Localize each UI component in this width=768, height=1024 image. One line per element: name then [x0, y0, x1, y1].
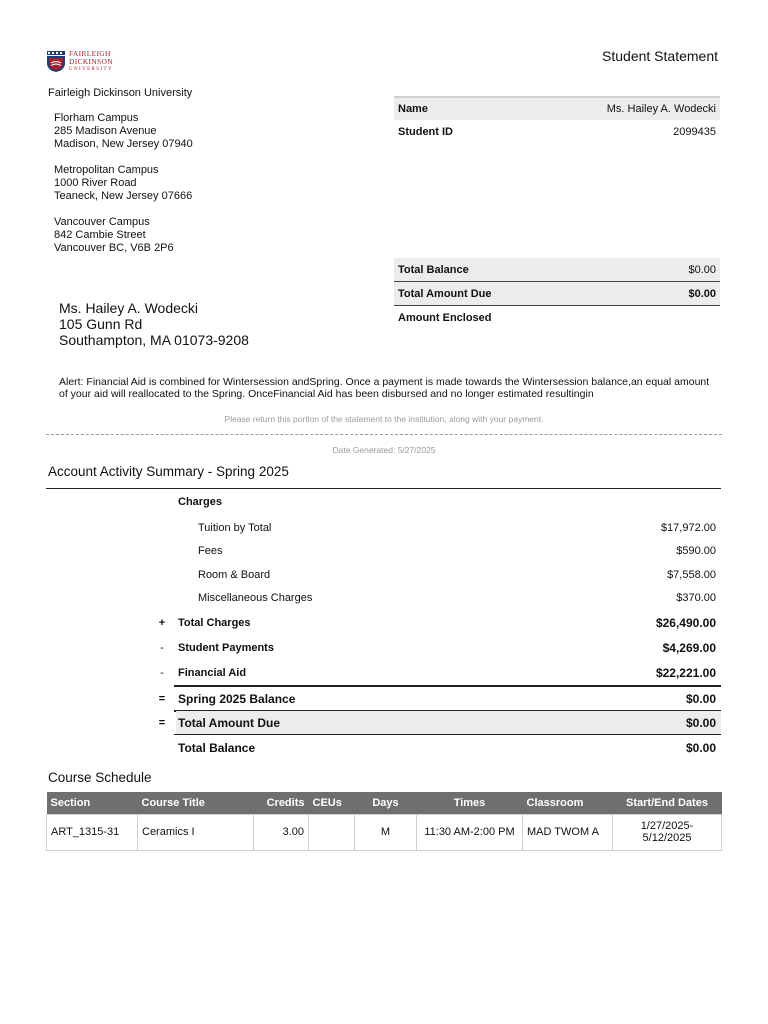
cell-course-title: Ceramics I — [138, 814, 254, 850]
total-balance-summary-row — [148, 736, 721, 759]
amount-due-label: Total Amount Due — [398, 287, 492, 300]
charge-label: Tuition by Total — [198, 521, 272, 534]
date-generated: Date Generated: 5/27/2025 — [332, 445, 436, 455]
student-id-label: Student ID — [398, 126, 453, 138]
campus-address-vancouver — [54, 216, 174, 255]
cell-classroom: MAD TWOM A — [523, 814, 613, 850]
col-credits: Credits — [254, 792, 309, 814]
total-balance-value: $0.00 — [688, 263, 716, 276]
charge-row — [148, 539, 721, 562]
cell-end-date: 5/12/2025 — [642, 832, 692, 844]
charge-label: Miscellaneous Charges — [198, 591, 313, 604]
student-payments-label: Student Payments — [178, 641, 274, 654]
campus-street: 842 Cambie Street — [54, 229, 146, 241]
student-name-row — [394, 96, 720, 120]
charge-row — [148, 586, 721, 609]
term-balance-value: $0.00 — [685, 691, 716, 706]
minus-symbol: - — [160, 641, 164, 654]
campus-name: Vancouver Campus — [54, 216, 150, 228]
return-note: Please return this portion of the statement to the institution, along with your payment. — [224, 414, 544, 424]
total-balance-summary-label: Total Balance — [178, 740, 256, 755]
logo-line-3: UNIVERSITY — [69, 66, 113, 72]
summary-title: Account Activity Summary - Spring 2025 — [48, 464, 289, 479]
total-due-label: Total Amount Due — [178, 715, 280, 730]
financial-aid-value: $22,221.00 — [655, 665, 716, 680]
university-logo — [46, 47, 118, 75]
mailing-street: 105 Gunn Rd — [59, 316, 143, 332]
col-course-title: Course Title — [138, 792, 254, 814]
tear-off-divider — [46, 434, 722, 435]
charge-value: $17,972.00 — [660, 521, 716, 534]
charge-row — [148, 563, 721, 586]
total-due-row — [148, 711, 721, 734]
total-balance-summary-value: $0.00 — [685, 740, 716, 755]
cell-credits: 3.00 — [254, 814, 309, 850]
financial-aid-row — [148, 661, 721, 684]
course-schedule-table — [46, 792, 722, 851]
table-row — [47, 814, 722, 850]
student-payments-value: $4,269.00 — [662, 640, 716, 655]
campus-city: Madison, New Jersey 07940 — [54, 138, 193, 150]
campus-street: 1000 River Road — [54, 177, 137, 189]
campus-city: Vancouver BC, V6B 2P6 — [54, 242, 174, 254]
cell-dates — [613, 814, 722, 850]
charges-header: Charges — [178, 495, 223, 508]
cell-start-date: 1/27/2025- — [640, 820, 694, 832]
term-balance-label: Spring 2025 Balance — [178, 691, 296, 706]
campus-city: Teaneck, New Jersey 07666 — [54, 190, 193, 202]
total-charges-label: Total Charges — [178, 616, 251, 629]
charges-header-row — [148, 490, 721, 513]
total-due-value: $0.00 — [685, 715, 716, 730]
student-id-row — [394, 120, 720, 144]
institution-name: Fairleigh Dickinson University — [48, 87, 193, 99]
financial-aid-label: Financial Aid — [178, 666, 247, 679]
amount-enclosed-label: Amount Enclosed — [398, 312, 492, 324]
charge-value: $590.00 — [676, 544, 716, 557]
amount-enclosed-row — [394, 306, 720, 330]
course-schedule-title: Course Schedule — [48, 770, 152, 785]
cell-days: M — [355, 814, 417, 850]
campus-street: 285 Madison Avenue — [54, 125, 157, 137]
col-ceus: CEUs — [309, 792, 355, 814]
cell-section: ART_1315-31 — [47, 814, 138, 850]
cell-ceus — [309, 814, 355, 850]
col-classroom: Classroom — [523, 792, 613, 814]
student-name-value: Ms. Hailey A. Wodecki — [606, 103, 716, 115]
col-times: Times — [417, 792, 523, 814]
mailing-name: Ms. Hailey A. Wodecki — [59, 300, 199, 316]
charge-row — [148, 516, 721, 539]
total-balance-row — [394, 258, 720, 282]
student-payments-row — [148, 636, 721, 659]
student-id-value: 2099435 — [673, 126, 716, 138]
charge-value: $7,558.00 — [667, 568, 716, 581]
charge-label: Fees — [198, 544, 223, 557]
balance-box — [394, 258, 720, 330]
student-name-label: Name — [398, 103, 428, 115]
equals-symbol: = — [158, 692, 166, 705]
equals-symbol: = — [158, 716, 166, 729]
plus-symbol: + — [158, 616, 166, 629]
charge-value: $370.00 — [676, 591, 716, 604]
col-section: Section — [47, 792, 138, 814]
total-balance-label: Total Balance — [398, 263, 469, 276]
total-charges-value: $26,490.00 — [655, 615, 716, 630]
crest-icon — [46, 49, 66, 73]
total-divider — [174, 734, 721, 735]
document-title: Student Statement — [602, 48, 718, 64]
col-days: Days — [355, 792, 417, 814]
total-charges-row — [148, 611, 721, 634]
campus-address-metropolitan — [54, 164, 192, 203]
logo-line-2: DICKINSON — [69, 56, 113, 66]
term-balance-row — [148, 687, 721, 710]
minus-symbol: - — [160, 666, 164, 679]
summary-divider — [46, 488, 721, 489]
mailing-address — [59, 300, 249, 348]
student-info-box — [394, 96, 720, 144]
col-start-end-dates: Start/End Dates — [613, 792, 722, 814]
logo-line-1: FAIRLEIGH — [69, 48, 111, 58]
table-header-row — [47, 792, 722, 814]
charge-label: Room & Board — [198, 568, 271, 581]
campus-name: Florham Campus — [54, 112, 139, 124]
amount-due-row — [394, 282, 720, 306]
financial-aid-alert: Alert: Financial Aid is combined for Wintersession andSpring. Once a payment is made towards the Wintersession balance,an equal amount of your aid will reallocated to the Spring. OnceFinancial Aid has been disbursed and no longer estimated resultingin — [59, 376, 710, 400]
cell-times: 11:30 AM-2:00 PM — [417, 814, 523, 850]
campus-name: Metropolitan Campus — [54, 164, 159, 176]
mailing-city: Southampton, MA 01073-9208 — [59, 332, 249, 348]
amount-due-value: $0.00 — [688, 287, 716, 300]
campus-address-florham — [54, 112, 193, 151]
